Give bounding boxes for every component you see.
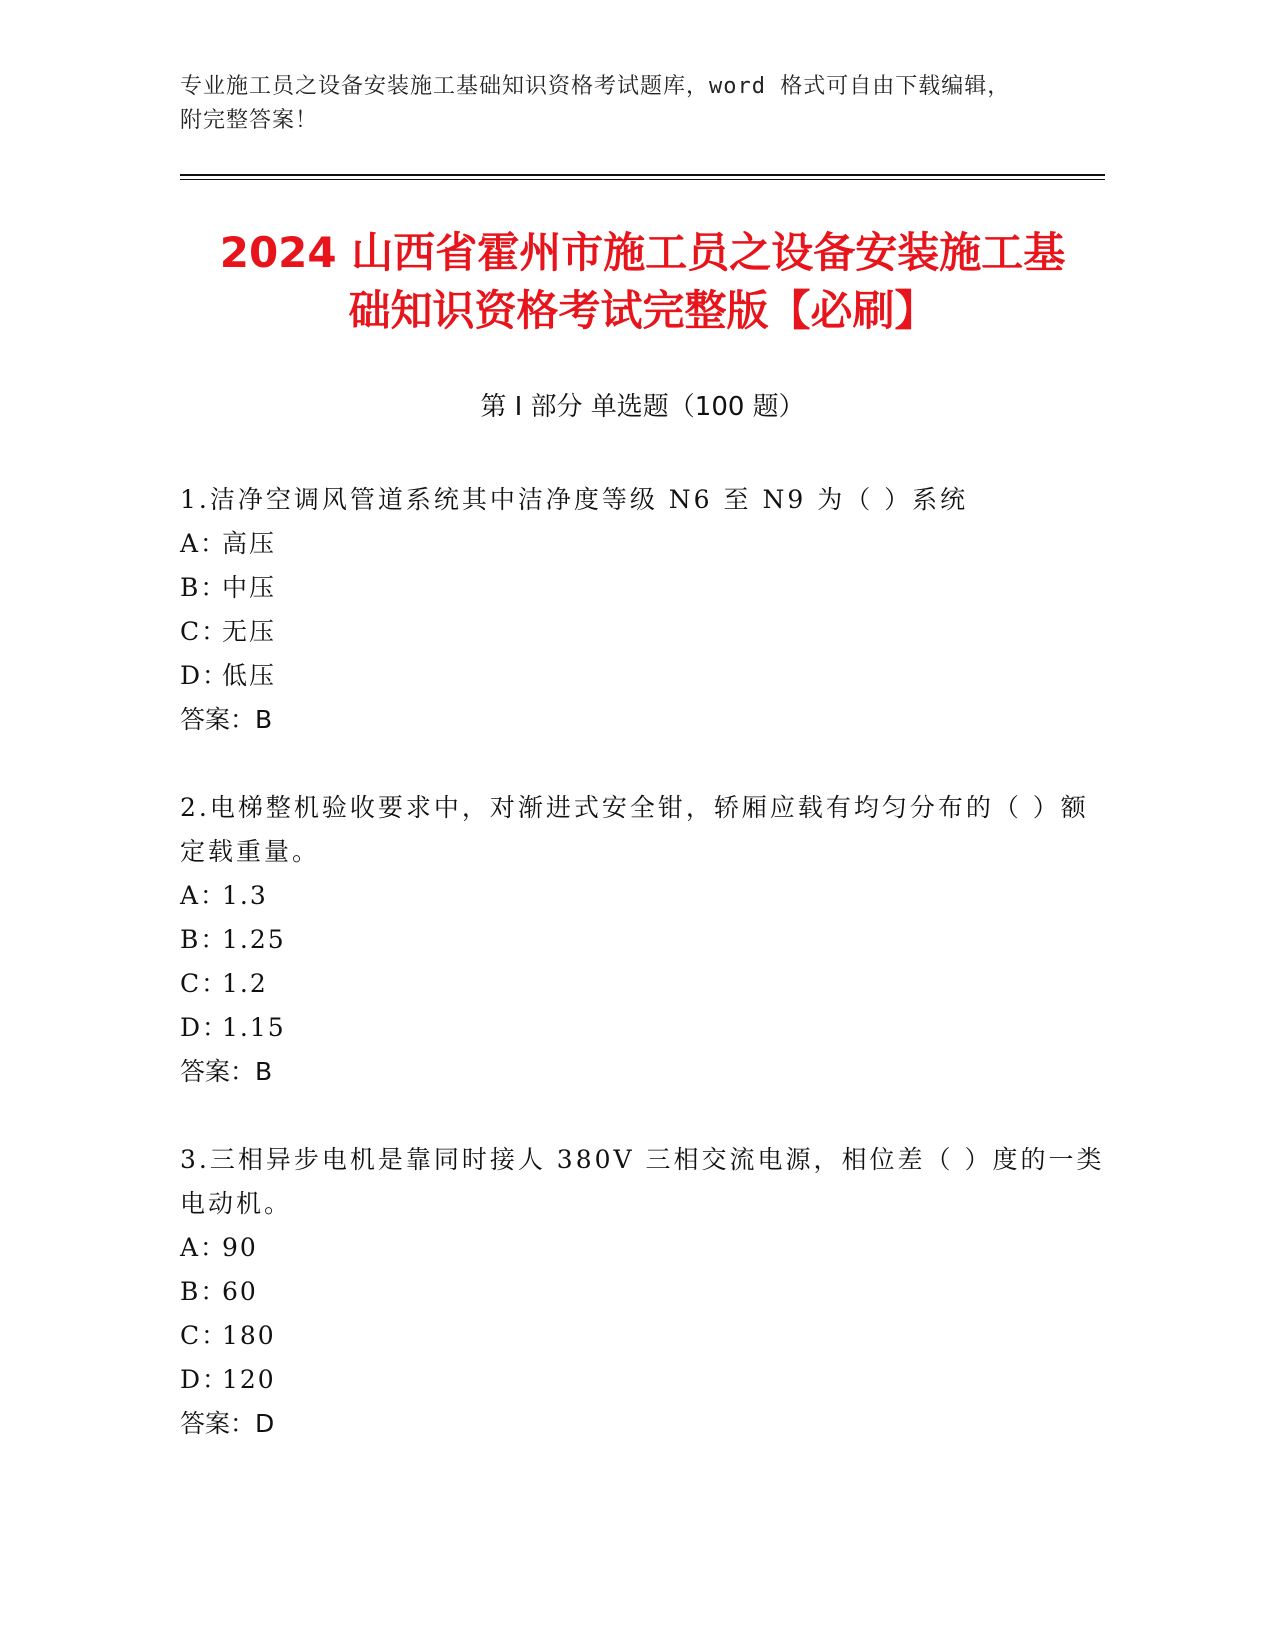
- option-text: 1.2: [222, 969, 268, 998]
- option-text: 1.15: [222, 1013, 286, 1042]
- option-text: 120: [222, 1365, 276, 1394]
- option-key: D：: [180, 1365, 230, 1394]
- section-heading: 第 I 部分 单选题（100 题）: [480, 392, 805, 422]
- document-header: [180, 70, 1105, 138]
- option-text: 1.25: [222, 925, 286, 954]
- title-line-2: 础知识资格考试完整版【必刷】: [348, 286, 937, 335]
- document-page: [180, 70, 1105, 1446]
- answer: 答案：B: [180, 1057, 273, 1086]
- question-2: [180, 786, 1105, 1094]
- option-c: [180, 962, 1105, 1006]
- option-text: 180: [222, 1321, 276, 1350]
- option-text: 中压: [222, 573, 277, 602]
- option-key: A：: [180, 529, 228, 558]
- header-divider: [180, 174, 1105, 180]
- option-key: C：: [180, 969, 229, 998]
- option-b: [180, 1270, 1105, 1314]
- option-key: C：: [180, 1321, 229, 1350]
- question-text: 2.电梯整机验收要求中，对渐进式安全钳，轿厢应载有均匀分布的（ ）额定载重量。: [180, 793, 1089, 866]
- question-text: 3.三相异步电机是靠同时接人 380V 三相交流电源，相位差（ ）度的一类电动机。: [180, 1145, 1105, 1218]
- option-key: D：: [180, 1013, 230, 1042]
- title-line-1: 2024 山西省霍州市施工员之设备安装施工基: [219, 228, 1066, 277]
- option-b: [180, 918, 1105, 962]
- option-key: B：: [180, 573, 228, 602]
- option-text: 无压: [222, 617, 277, 646]
- option-key: C：: [180, 617, 229, 646]
- option-key: B：: [180, 925, 228, 954]
- option-c: [180, 610, 1105, 654]
- option-d: [180, 654, 1105, 698]
- option-key: A：: [180, 1233, 228, 1262]
- option-text: 90: [222, 1233, 258, 1262]
- header-line-1: 专业施工员之设备安装施工基础知识资格考试题库，word 格式可自由下载编辑，: [180, 74, 1011, 99]
- option-text: 60: [222, 1277, 258, 1306]
- header-line-2: 附完整答案！: [180, 108, 319, 133]
- question-text: 1.洁净空调风管道系统其中洁净度等级 N6 至 N9 为（ ）系统: [180, 485, 969, 514]
- option-text: 高压: [222, 529, 277, 558]
- option-text: 1.3: [222, 881, 268, 910]
- option-key: B：: [180, 1277, 228, 1306]
- option-key: D：: [180, 661, 230, 690]
- option-a: [180, 874, 1105, 918]
- option-a: [180, 1226, 1105, 1270]
- option-d: [180, 1006, 1105, 1050]
- answer: 答案：D: [180, 1409, 275, 1438]
- option-c: [180, 1314, 1105, 1358]
- question-1: [180, 478, 1105, 742]
- option-text: 低压: [222, 661, 277, 690]
- option-a: [180, 522, 1105, 566]
- option-d: [180, 1358, 1105, 1402]
- option-b: [180, 566, 1105, 610]
- option-key: A：: [180, 881, 228, 910]
- document-title: [180, 224, 1105, 340]
- answer: 答案：B: [180, 705, 273, 734]
- question-3: [180, 1138, 1105, 1446]
